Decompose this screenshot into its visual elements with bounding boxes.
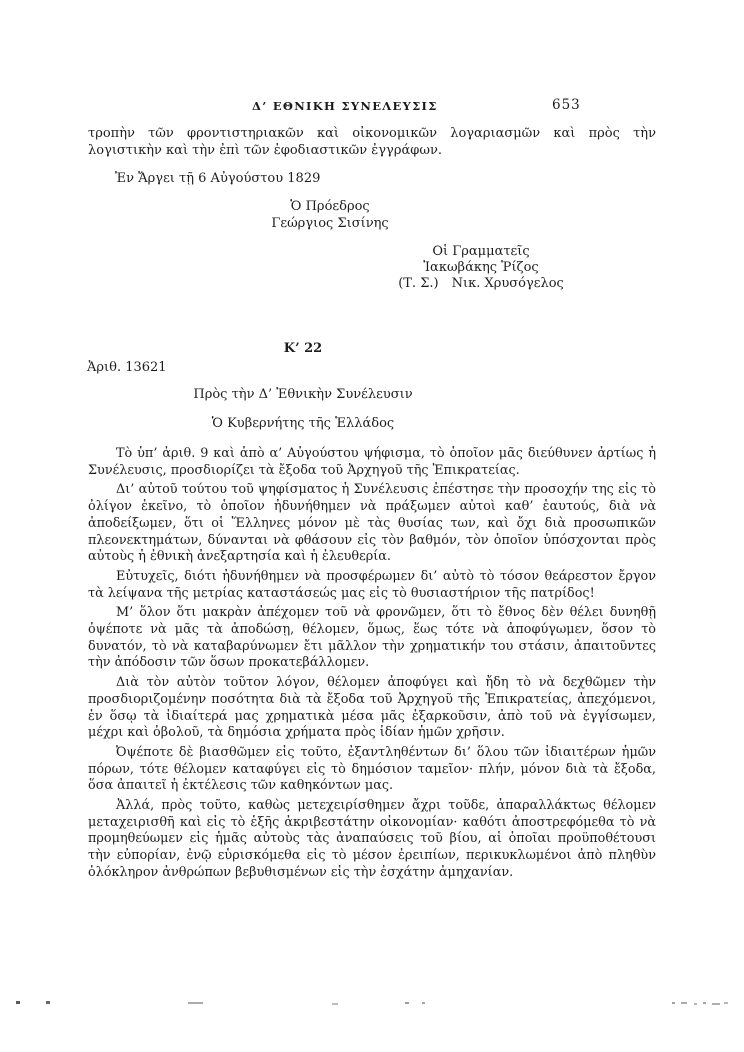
scan-artifact [694, 1003, 697, 1005]
secretary-name: Ἰακωβάκης Ῥίζος [423, 259, 539, 275]
decree-section-heading: Κ’ 22 [283, 341, 323, 356]
scan-artifact [672, 1002, 675, 1004]
president-title: Ὁ Πρόεδρος [290, 199, 370, 214]
body-paragraph: Ὀψέποτε δὲ βιασθῶμεν εἰς τοῦτο, ἐξαντληθέντων δι’ ὅλου τῶν ἰδιαιτέρων ἡμῶν πόρων, τότε θέλομεν καταφύγει εἰς τὸ δημόσιον ταμεῖον· πλήν, μόνον διὰ τὰ ἔξοδα, ὅσα ἀπαιτεῖ ἡ ἐκτέλεσις τῶν καθηκόντων μας. [88, 744, 656, 794]
secretaries-signature-block [384, 244, 578, 291]
scan-artifact [712, 1003, 720, 1005]
body-paragraph: Ἀλλά, πρὸς τοῦτο, καθὼς μετεχειρίσθημεν ἄχρι τοῦδε, ἀπαραλλάκτως θέλομεν μεταχειρισθῆ καὶ εἰς τὸ ἑξῆς ἀκριβεστάτην οἰκονομίαν· καθότι ἀποστρεφόμεθα τὸ νὰ προμηθεύωμεν εἰς ἡμᾶς αὐτοὺς τὰς ἀναπαύσεις τοῦ βίου, αἱ ὁποῖαι προϋποθέτουσι τὴν εὐπορίαν, ἐνῷ εὑρισκόμεθα εἰς τὸ μέσον ἐρειπίων, περικυκλωμένοι ἀπὸ πληθὺν ὁλόκληρον ἀνθρώπων βεβυθισμένων εἰς τὴν ἐσχάτην ἀμηχανίαν. [88, 798, 656, 880]
scan-artifact [724, 1002, 728, 1004]
scan-artifact [703, 1002, 706, 1004]
scan-artifact [46, 1001, 50, 1004]
protocol-number: Ἀριθ. 13621 [87, 360, 167, 375]
secretary-name: Νικ. Χρυσόγελος [451, 275, 564, 291]
secretaries-title: Οἱ Γραμματεῖς [432, 244, 530, 259]
scan-artifact [681, 1002, 687, 1004]
decree-addressee: Πρὸς τὴν Δ’ Ἐθνικὴν Συνέλευσιν [193, 387, 413, 402]
body-paragraph: Τὸ ὑπ’ ἀριθ. 9 καὶ ἀπὸ α’ Αὐγούστου ψήφισμα, τὸ ὁποῖον μᾶς διεύθυνεν ἀρτίως ἡ Συνέλευσις, προσδιορίζει τὰ ἔξοδα τοῦ Ἀρχηγοῦ τῆς Ἐπικρατείας. [88, 446, 656, 478]
president-name: Γεώργιος Σισίνης [271, 216, 389, 231]
scan-artifact [422, 1002, 425, 1004]
running-title: Δ’ ΕΘΝΙΚΗ ΣΥΝΕΛΕΥΣΙΣ [252, 99, 438, 113]
body-paragraph: Διὰ τὸν αὐτὸν τοῦτον λόγον, θέλομεν ἀποφύγει καὶ ἤδη τὸ νὰ δεχθῶμεν τὴν προσδιοριζομένην ποσότητα διὰ τὰ ἔξοδα τοῦ Ἀρχηγοῦ τῆς Ἐπικρατείας, ἀπεχόμενοι, ἐν ὅσῳ τὰ ἰδιαίτερά μας χρηματικὰ μέσα μᾶς ἐξαρκοῦσιν, ἀπὸ τοῦ νὰ ἐγγίσωμεν, μέχρι καὶ ὀβολοῦ, τὰ δημόσια χρήματα πρὸς ἰδίαν ἡμῶν χρῆσιν. [88, 675, 656, 741]
scan-artifact [16, 1001, 20, 1004]
body-paragraph: Μ’ ὅλον ὅτι μακρὰν ἀπέχομεν τοῦ νὰ φρονῶμεν, ὅτι τὸ ἔθνος δὲν θέλει δυνηθῇ ὀψέποτε νὰ μᾶς τὰ ἀποδώσῃ, θέλομεν, ὅμως, ἕως τότε νὰ ἀποφύγωμεν, ὅσον τὸ δυνατόν, τὸ νὰ καταβαρύνωμεν ἔτι μᾶλλον τὴν χρηματικήν του στάσιν, ἀπαιτοῦντες τὴν ἀπόδοσιν τῶν ὅσων προκατεβάλλομεν. [88, 605, 656, 671]
scan-artifact [188, 1002, 203, 1004]
seal-mark: (Τ. Σ.) [398, 275, 439, 291]
continuation-paragraph: τροπὴν τῶν φροντιστηριακῶν καὶ οἰκονομικῶν λογαριασμῶν καὶ πρὸς τὴν λογιστικὴν καὶ τὴν ἐπὶ τῶν ἐφοδιαστικῶν ἐγγράφων. [88, 126, 656, 158]
scan-artifact [332, 1003, 338, 1005]
body-paragraph: Εὐτυχεῖς, διότι ἠδυνήθημεν νὰ προσφέρωμεν δι’ αὐτὸ τὸ τόσον θεάρεστον ἔργον τὰ λείψανα τῆς μετρίας καταστάσεώς μας εἰς τὸ θυσιαστήριον τῆς πατρίδος! [88, 568, 656, 601]
dateline: Ἐν Ἄργει τῇ 6 Αὐγούστου 1829 [115, 171, 321, 186]
page-number: 653 [552, 97, 581, 113]
president-signature-block [252, 198, 408, 232]
decree-sender: Ὁ Κυβερνήτης τῆς Ἑλλάδος [211, 416, 395, 431]
body-paragraphs [88, 446, 656, 885]
body-paragraph: Δι’ αὐτοῦ τούτου τοῦ ψηφίσματος ἡ Συνέλευσις ἐπέστησε τὴν προσοχήν της εἰς τὸ ὀλίγον ἐκεῖνο, τὸ ὁποῖον ἠδυνήθημεν νὰ πράξωμεν αὐτοὶ καθ’ ἑαυτούς, διὰ νὰ ἀποδείξωμεν, ὅτι οἱ Ἕλληνες μόνον μὲ τὰς θυσίας των, καὶ ὄχι διὰ προσωπικῶν πλεονεκτημάτων, δύνανται νὰ φθάσουν εἰς τὸν βαθμόν, τὸν ὁποῖον ὑπόσχονται πρὸς αὐτοὺς ἡ ἐθνικὴ ἀνεξαρτησία καὶ ἡ ἐλευθερία. [88, 482, 656, 565]
scan-artifact [405, 1002, 409, 1004]
seal-and-secretary-line [384, 276, 578, 292]
